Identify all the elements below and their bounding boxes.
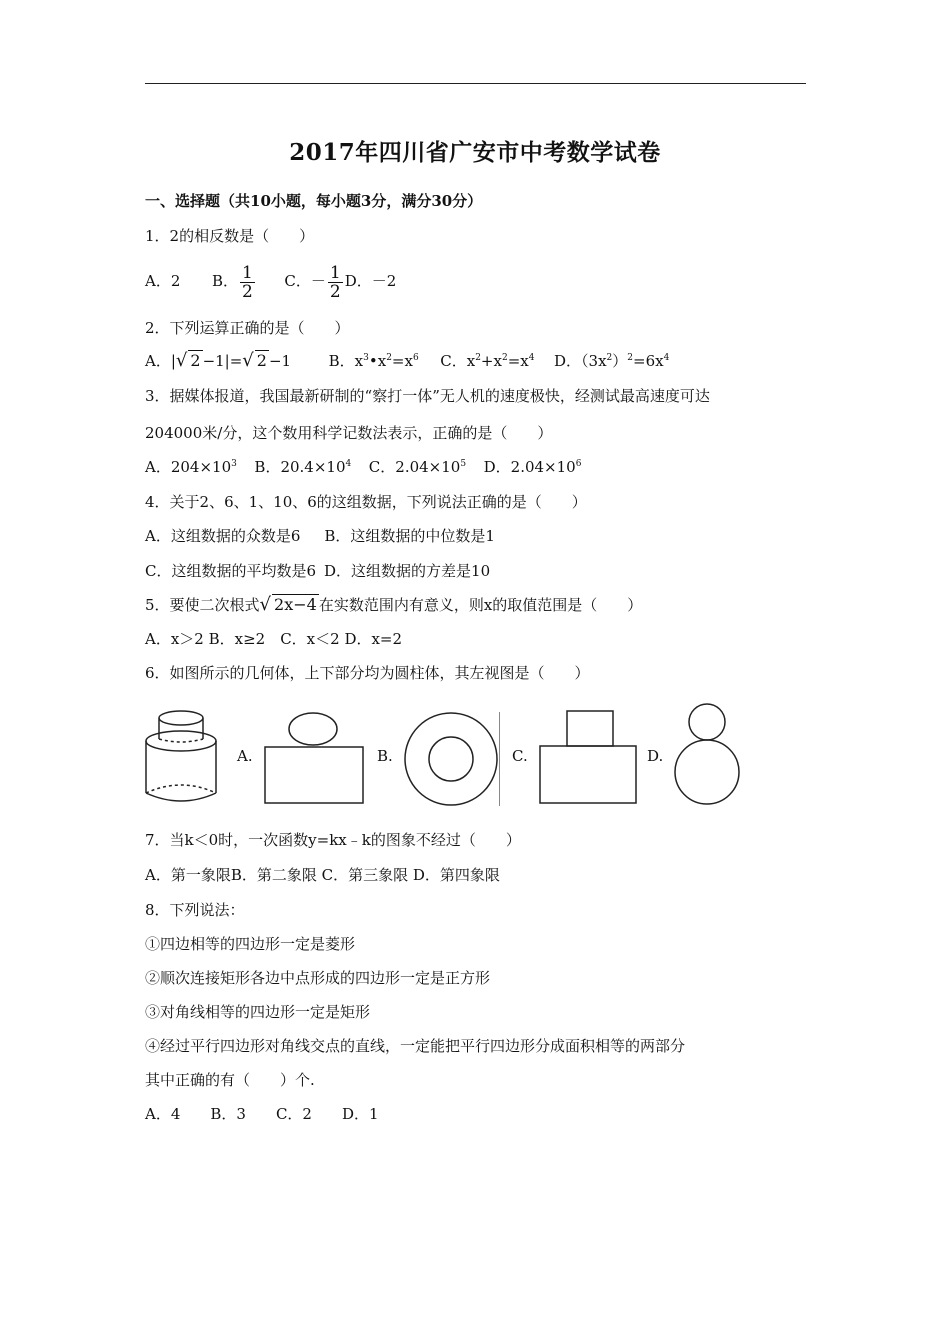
section-heading: 一、选择题（共10小题，每小题3分，满分30分） [145,192,483,210]
q5-stem-post: 在实数范围内有意义，则x的取值范围是（ ） [318,596,643,614]
frac-den: 2 [241,281,253,302]
q8-statement-4: ④经过平行四边形对角线交点的直线，一定能把平行四边形分成面积相等的两部分 [145,1037,686,1055]
exponent: 6 [575,459,582,469]
q2-a-mid: −1|= [202,352,243,370]
exponent: 4 [528,353,535,363]
q2-a-tail: −1 [268,352,292,370]
figure-divider [499,712,500,806]
q1-option-b: B． [211,272,238,290]
q2-d-mid: ） [612,352,628,370]
q3-options [145,457,581,477]
q2-c-eq: =x [507,352,529,370]
frac-den: 2 [329,281,341,302]
q3-stem-line2: 204000米/分，这个数用科学记数法表示，正确的是（ ） [145,424,553,442]
q8-stem: 8．下列说法： [145,901,245,919]
q8-statement-3: ③对角线相等的四边形一定是矩形 [145,1003,371,1021]
q2-options: A．|√ 2 −1|=√ 2 −1 B．$x^3•x^2=x^6$ C．$x^2+x^2=x^4$ D．$(3x^2)^2=6x^4$ [145,350,670,371]
q6-stem: 6．如图所示的几何体，上下部分均为圆柱体，其左视图是（ ） [145,664,590,682]
frac-num: 1 [241,262,253,283]
page-title: 2017年四川省广安市中考数学试卷 [289,139,661,166]
q5-stem-pre: 5．要使二次根式 [145,596,260,614]
q8-options: A．4 B．3 C．2 D．1 [145,1105,379,1123]
q6-option-b-figure [402,710,500,808]
q7-options: A．第一象限B．第二象限 C．第三象限 D．第四象限 [145,866,500,884]
exponent: 2 [627,353,634,363]
q6-option-b-label: B. [377,747,393,765]
exponent: 3 [363,353,369,363]
q2-b-eq: =x [391,352,413,370]
q3-option-c: C．2.04×10 [368,458,461,476]
q6-option-d-figure [672,702,744,808]
q2-option-c: C．x [440,352,476,370]
q1-option-a: A．2 [145,272,181,290]
q1-option-c: C．－ [284,272,326,290]
q4-option-a: A．这组数据的众数是6 [145,527,301,545]
q6-option-d-label: D. [647,747,664,765]
q7-stem: 7．当k＜0时，一次函数y=kx﹣k的图象不经过（ ） [145,831,521,849]
exponent: 2 [501,353,508,363]
q8-statement-1: ①四边相等的四边形一定是菱形 [145,935,356,953]
sqrt-radicand: 2 [256,351,267,370]
exponent: 2 [386,353,392,363]
q4-stem: 4．关于2、6、1、10、6的这组数据，下列说法正确的是（ ） [145,493,587,511]
sqrt-radicand: 2x−4 [274,595,317,614]
q2-option-d: D．（3x [554,352,607,370]
q2-d-eq: =6x [633,352,664,370]
q1-b-fraction [240,264,255,301]
exponent: 5 [460,459,467,469]
q6-option-a-label: A. [237,747,253,765]
exponent: 3 [231,459,237,469]
q6-option-c-figure [537,708,639,806]
q1-option-d: D．－2 [344,272,397,290]
q3-option-a: A．204×10 [145,458,232,476]
q4-option-d: D．这组数据的方差是10 [324,562,491,580]
q2-stem: 2．下列运算正确的是（ ） [145,319,350,337]
q3-option-d: D．2.04×10 [483,458,576,476]
q1-options [145,262,396,301]
q2-c-mid: +x [480,352,502,370]
q5-options: A．x＞2 B．x≥2 C．x＜2 D．x=2 [145,630,403,648]
q5-stem: 5．要使二次根式√ 2x−4 在实数范围内有意义，则x的取值范围是（ ） [145,594,643,615]
q3-stem-line1: 3．据媒体报道，我国最新研制的“察打一体”无人机的速度极快，经测试最高速度可达 [145,387,710,405]
q4-option-b: B．这组数据的中位数是1 [324,527,495,545]
exponent: 4 [663,353,670,363]
q4-option-c: C．这组数据的平均数是6 [145,562,317,580]
exponent: 6 [412,353,419,363]
q1-stem: 1．2的相反数是（ ） [145,227,315,245]
q8-statement-2: ②顺次连接矩形各边中点形成的四边形一定是正方形 [145,969,491,987]
q2-option-b: B．x [328,352,364,370]
q4-options-row1 [145,526,495,546]
q2-option-a: A．| [145,352,176,370]
q1-c-fraction [328,264,343,301]
header-rule [145,83,806,84]
q4-options-row2 [145,561,490,581]
frac-num: 1 [329,262,341,283]
q3-option-b: B．20.4×10 [254,458,346,476]
exponent: 2 [475,353,481,363]
q2-b-mid: •x [368,352,387,370]
exponent: 2 [606,353,613,363]
sqrt-radicand: 2 [190,351,201,370]
q6-option-c-label: C. [512,747,528,765]
geometric-solid-figure [143,705,223,807]
q6-option-a-figure [262,710,366,806]
q8-prompt: 其中正确的有（ ）个. [145,1071,315,1089]
exponent: 4 [345,459,352,469]
